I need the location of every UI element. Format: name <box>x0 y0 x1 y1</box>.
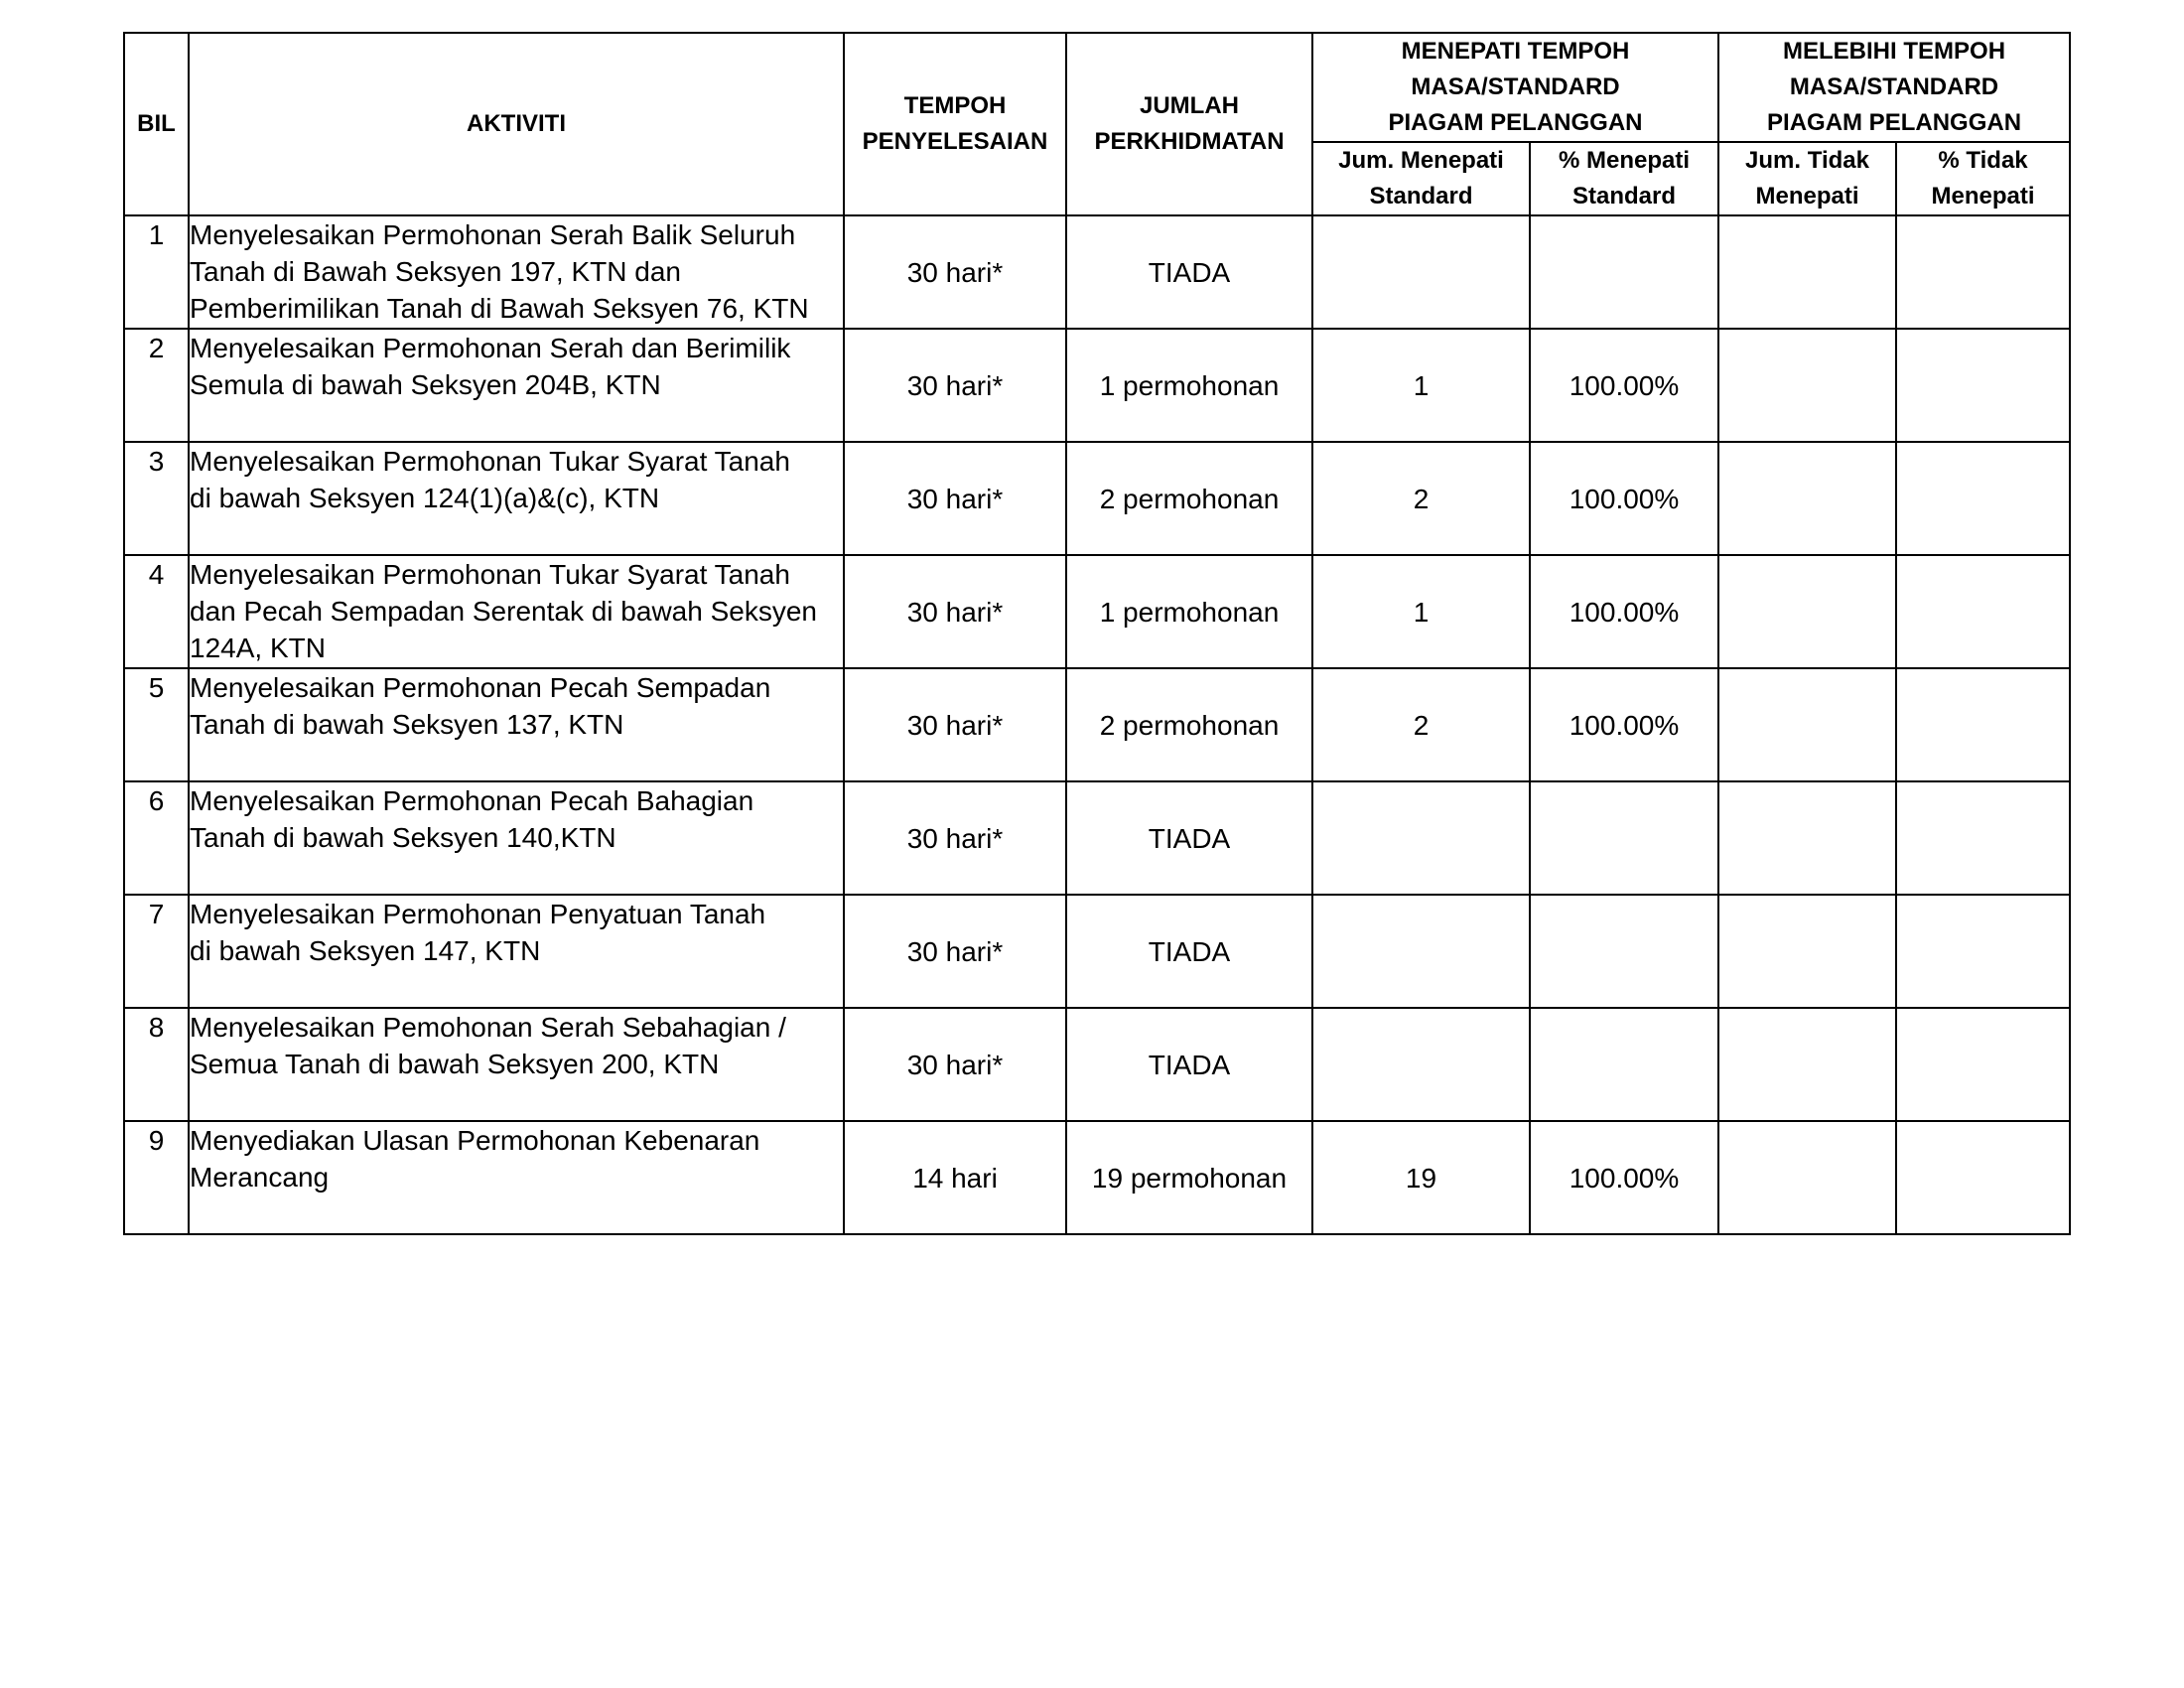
cell-bil: 1 <box>124 215 189 329</box>
cell-tempoh: 30 hari* <box>844 442 1066 555</box>
cell-pct-tidak-menepati <box>1896 1008 2070 1121</box>
cell-jum-tidak-menepati <box>1718 215 1896 329</box>
cell-jumlah: 1 permohonan <box>1066 555 1312 668</box>
activity-text-line: Semula di bawah Seksyen 204B, KTN <box>190 369 661 400</box>
cell-pct-tidak-menepati <box>1896 895 2070 1008</box>
cell-jum-tidak-menepati <box>1718 895 1896 1008</box>
header-jum-menepati-standard: Jum. Menepati Standard <box>1312 142 1530 215</box>
activity-text-line: di bawah Seksyen 147, KTN <box>190 935 541 966</box>
cell-pct-tidak-menepati <box>1896 555 2070 668</box>
cell-tempoh: 30 hari* <box>844 329 1066 442</box>
header-pct-menepati-standard: % Menepati Standard <box>1530 142 1718 215</box>
cell-jum-menepati: 1 <box>1312 329 1530 442</box>
activity-text-line: Tanah di bawah Seksyen 137, KTN <box>190 709 624 740</box>
cell-jum-tidak-menepati <box>1718 668 1896 781</box>
cell-pct-tidak-menepati <box>1896 329 2070 442</box>
cell-jum-menepati <box>1312 895 1530 1008</box>
cell-pct-menepati: 100.00% <box>1530 1121 1718 1234</box>
activity-text-line: Menyelesaikan Permohonan Serah Balik Seluruh <box>190 219 796 250</box>
cell-pct-menepati <box>1530 781 1718 895</box>
cell-pct-menepati: 100.00% <box>1530 668 1718 781</box>
activity-text-line: Semua Tanah di bawah Seksyen 200, KTN <box>190 1049 720 1079</box>
cell-jumlah: TIADA <box>1066 781 1312 895</box>
cell-tempoh: 30 hari* <box>844 1008 1066 1121</box>
cell-jumlah: 2 permohonan <box>1066 442 1312 555</box>
cell-tempoh: 14 hari <box>844 1121 1066 1234</box>
cell-pct-tidak-menepati <box>1896 781 2070 895</box>
activity-text-line: Menyelesaikan Permohonan Serah dan Berimilik <box>190 333 791 363</box>
cell-jumlah: 19 permohonan <box>1066 1121 1312 1234</box>
cell-bil: 5 <box>124 668 189 781</box>
service-performance-table <box>123 32 2071 1235</box>
table-body <box>124 215 2070 1234</box>
cell-tempoh: 30 hari* <box>844 555 1066 668</box>
cell-tempoh: 30 hari* <box>844 895 1066 1008</box>
cell-jum-menepati: 2 <box>1312 668 1530 781</box>
activity-text-line: Pemberimilikan Tanah di Bawah Seksyen 76, KTN <box>190 293 809 324</box>
header-bil: BIL <box>124 33 189 215</box>
cell-jumlah: 2 permohonan <box>1066 668 1312 781</box>
cell-jum-tidak-menepati <box>1718 1121 1896 1234</box>
cell-bil: 7 <box>124 895 189 1008</box>
activity-text-line: Menyelesaikan Permohonan Tukar Syarat Tanah <box>190 446 790 477</box>
cell-jum-menepati <box>1312 1008 1530 1121</box>
cell-pct-menepati <box>1530 1008 1718 1121</box>
table-row <box>124 215 2070 329</box>
table-row <box>124 895 2070 1008</box>
cell-tempoh: 30 hari* <box>844 668 1066 781</box>
cell-tempoh: 30 hari* <box>844 215 1066 329</box>
cell-jum-menepati: 2 <box>1312 442 1530 555</box>
cell-aktiviti <box>189 1008 844 1121</box>
table-row <box>124 1121 2070 1234</box>
table-row <box>124 1008 2070 1121</box>
cell-bil: 2 <box>124 329 189 442</box>
cell-bil: 6 <box>124 781 189 895</box>
activity-text-line: Tanah di bawah Seksyen 140,KTN <box>190 822 616 853</box>
cell-aktiviti <box>189 895 844 1008</box>
cell-tempoh: 30 hari* <box>844 781 1066 895</box>
cell-bil: 8 <box>124 1008 189 1121</box>
cell-pct-menepati: 100.00% <box>1530 442 1718 555</box>
cell-jum-menepati <box>1312 215 1530 329</box>
activity-text-line: Menyelesaikan Pemohonan Serah Sebahagian / <box>190 1012 786 1043</box>
activity-text-line: dan Pecah Sempadan Serentak di bawah Seksyen <box>190 596 817 627</box>
cell-jum-tidak-menepati <box>1718 442 1896 555</box>
cell-pct-tidak-menepati <box>1896 215 2070 329</box>
header-group-melebihi: MELEBIHI TEMPOH MASA/STANDARD PIAGAM PELANGGAN <box>1718 33 2070 142</box>
cell-pct-menepati <box>1530 895 1718 1008</box>
cell-bil: 9 <box>124 1121 189 1234</box>
table-row <box>124 781 2070 895</box>
cell-jum-tidak-menepati <box>1718 329 1896 442</box>
cell-aktiviti <box>189 781 844 895</box>
report-sheet <box>123 32 2069 1235</box>
cell-jumlah: TIADA <box>1066 215 1312 329</box>
cell-jumlah: 1 permohonan <box>1066 329 1312 442</box>
cell-jumlah: TIADA <box>1066 895 1312 1008</box>
header-jumlah-perkhidmatan: JUMLAH PERKHIDMATAN <box>1066 33 1312 215</box>
table-row <box>124 329 2070 442</box>
activity-text-line: Menyelesaikan Permohonan Penyatuan Tanah <box>190 899 766 929</box>
cell-pct-tidak-menepati <box>1896 1121 2070 1234</box>
activity-text-line: Menyelesaikan Permohonan Tukar Syarat Tanah <box>190 559 790 590</box>
header-pct-tidak-menepati: % Tidak Menepati <box>1896 142 2070 215</box>
cell-aktiviti <box>189 555 844 668</box>
cell-jum-tidak-menepati <box>1718 555 1896 668</box>
activity-text-line: Merancang <box>190 1162 330 1193</box>
cell-pct-tidak-menepati <box>1896 668 2070 781</box>
table-row <box>124 442 2070 555</box>
cell-pct-menepati: 100.00% <box>1530 555 1718 668</box>
cell-aktiviti <box>189 668 844 781</box>
cell-jumlah: TIADA <box>1066 1008 1312 1121</box>
table-row <box>124 555 2070 668</box>
cell-pct-menepati: 100.00% <box>1530 329 1718 442</box>
activity-text-line: Menyediakan Ulasan Permohonan Kebenaran <box>190 1125 760 1156</box>
activity-text-line: Menyelesaikan Permohonan Pecah Bahagian <box>190 785 754 816</box>
activity-text-line: Tanah di Bawah Seksyen 197, KTN dan <box>190 256 681 287</box>
header-jum-tidak-menepati: Jum. Tidak Menepati <box>1718 142 1896 215</box>
header-group-menepati: MENEPATI TEMPOH MASA/STANDARD PIAGAM PELANGGAN <box>1312 33 1718 142</box>
cell-jum-tidak-menepati <box>1718 781 1896 895</box>
activity-text-line: di bawah Seksyen 124(1)(a)&(c), KTN <box>190 483 660 513</box>
activity-text-line: Menyelesaikan Permohonan Pecah Sempadan <box>190 672 771 703</box>
header-aktiviti: AKTIVITI <box>189 33 844 215</box>
cell-bil: 3 <box>124 442 189 555</box>
cell-aktiviti <box>189 1121 844 1234</box>
cell-jum-tidak-menepati <box>1718 1008 1896 1121</box>
table-row <box>124 668 2070 781</box>
cell-jum-menepati: 1 <box>1312 555 1530 668</box>
cell-aktiviti <box>189 215 844 329</box>
cell-pct-tidak-menepati <box>1896 442 2070 555</box>
activity-text-line: 124A, KTN <box>190 633 326 663</box>
cell-jum-menepati <box>1312 781 1530 895</box>
cell-jum-menepati: 19 <box>1312 1121 1530 1234</box>
cell-pct-menepati <box>1530 215 1718 329</box>
cell-bil: 4 <box>124 555 189 668</box>
cell-aktiviti <box>189 442 844 555</box>
table-header <box>124 33 2070 215</box>
header-tempoh-penyelesaian: TEMPOH PENYELESAIAN <box>844 33 1066 215</box>
cell-aktiviti <box>189 329 844 442</box>
